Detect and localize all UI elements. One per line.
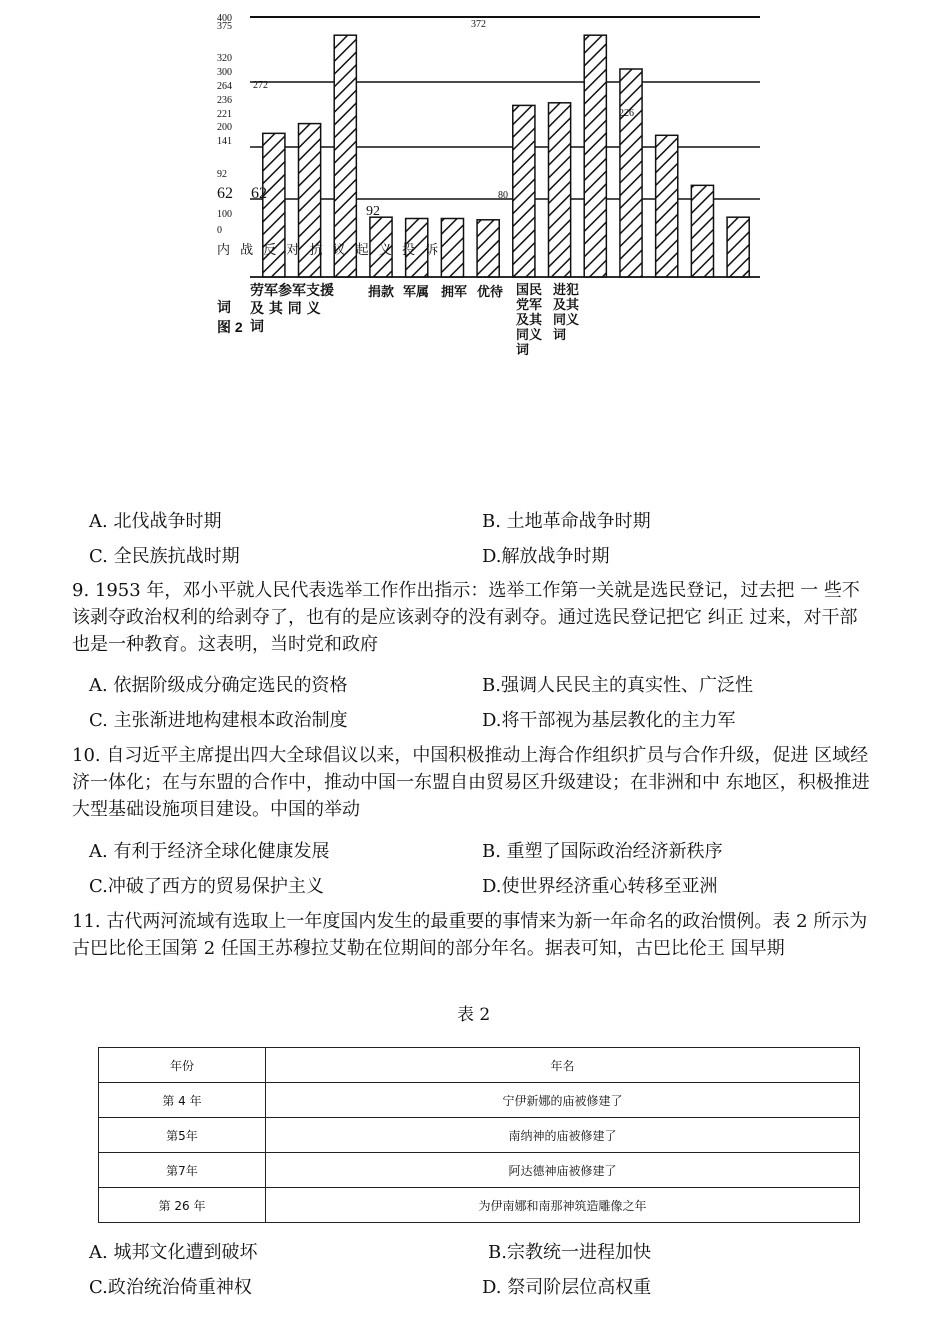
bar — [691, 185, 713, 277]
category-label: 优待 — [477, 285, 504, 300]
y-tick: 236 — [217, 95, 232, 106]
y-tick: 264 — [217, 81, 232, 92]
q10-option-b[interactable]: B. 重塑了国际政治经济新秩序 — [482, 841, 723, 862]
bar — [656, 135, 678, 277]
data-label: 226 — [619, 108, 634, 119]
q11-option-a[interactable]: A. 城邦文化遭到破坏 — [89, 1242, 258, 1263]
q8-option-c[interactable]: C. 全民族抗战时期 — [89, 546, 240, 567]
table-cell: 阿达德神庙被修建了 — [266, 1153, 860, 1188]
category-label: 拥军 — [441, 285, 468, 300]
category-label: 国民 党军 及其 同义 词 — [516, 283, 543, 358]
table-cell: 宁伊新娜的庙被修建了 — [266, 1083, 860, 1118]
category-label: 进犯 及其 同义 词 — [553, 283, 580, 343]
q10-option-c[interactable]: C.冲破了西方的贸易保护主义 — [89, 876, 324, 897]
figure-2-bar-chart — [0, 0, 950, 350]
y-tick: 320 — [217, 53, 232, 64]
bar — [584, 35, 606, 277]
q9-stem: 9. 1953 年，邓小平就人民代表选举工作作出指示：选举工作第一关就是选民登记，过去把 一 些不该剥夺政治权利的给剥夺了，也有的是应该剥夺的没有剥夺。通过选民登记把它 纠正 过来，对干部也是一种教育。这表明，当时党和政府 — [72, 580, 860, 655]
category-label: 捐款 — [368, 285, 395, 300]
table-cell: 为伊南娜和南那神筑造雕像之年 — [266, 1188, 860, 1223]
y-tick: 375 — [217, 21, 232, 32]
q8-option-b[interactable]: B. 土地革命战争时期 — [482, 511, 651, 532]
y-tick-large: 62 — [217, 185, 233, 202]
bar — [620, 69, 642, 277]
table-row — [99, 1153, 860, 1188]
data-label: 372 — [471, 19, 486, 30]
q11-stem: 11. 古代两河流域有选取上一年度国内发生的最重要的事情来为新一年命名的政治惯例。表 2 所示为古巴比伦王国第 2 任国王苏穆拉艾勒在位期间的部分年名。据表可知，古巴比伦王 国早期 — [72, 911, 868, 959]
category-label: 军属 — [403, 285, 430, 300]
y-tick: 0 — [217, 225, 222, 236]
data-label: 92 — [366, 204, 380, 219]
q9-option-b[interactable]: B.强调人民民主的真实性、广泛性 — [482, 675, 753, 696]
data-label: 80 — [498, 190, 508, 201]
table-cell: 第7年 — [99, 1153, 266, 1188]
axis-stub-label: 词 — [217, 300, 231, 316]
bar — [549, 103, 571, 277]
q11-option-c[interactable]: C.政治统治倚重神权 — [89, 1277, 252, 1298]
y-tick: 300 — [217, 67, 232, 78]
bar — [477, 220, 499, 277]
q11-option-d[interactable]: D. 祭司阶层位高权重 — [482, 1277, 652, 1298]
table-cell: 第 4 年 — [99, 1083, 266, 1118]
y-tick: 141 — [217, 136, 232, 147]
table-header: 年名 — [266, 1048, 860, 1083]
table-header: 年份 — [99, 1048, 266, 1083]
figure-caption: 图 2 — [217, 319, 243, 335]
table-cell: 第 26 年 — [99, 1188, 266, 1223]
q9-option-c[interactable]: C. 主张渐进地构建根本政治制度 — [89, 710, 348, 731]
table-row — [99, 1083, 860, 1118]
data-label: 272 — [253, 80, 268, 91]
y-tick: 100 — [217, 209, 232, 220]
table-header-row — [99, 1048, 860, 1083]
legend-row: 内 战 反 对 抗 议 起 义 投 诉 — [217, 243, 442, 258]
q9-option-a[interactable]: A. 依据阶级成分确定选民的资格 — [89, 675, 348, 696]
category-label: 劳军参军支援 及 其 同 义 词 — [250, 283, 334, 335]
bar — [441, 219, 463, 278]
table-cell: 第5年 — [99, 1118, 266, 1153]
table-row — [99, 1188, 860, 1223]
bar — [727, 217, 749, 277]
y-tick: 200 — [217, 122, 232, 133]
q10-option-a[interactable]: A. 有利于经济全球化健康发展 — [89, 841, 330, 862]
q11-option-b[interactable]: B.宗教统一进程加快 — [488, 1242, 651, 1263]
y-tick: 92 — [217, 169, 227, 180]
table-row — [99, 1118, 860, 1153]
table-2 — [98, 1047, 860, 1223]
q9-option-d[interactable]: D.将干部视为基层教化的主力军 — [482, 710, 736, 731]
y-tick: 221 — [217, 109, 232, 120]
y-tick: 400 — [217, 13, 232, 24]
y-tick-large: 62 — [251, 185, 267, 202]
table-2-title: 表 2 — [457, 1005, 491, 1025]
q10-option-d[interactable]: D.使世界经济重心转移至亚洲 — [482, 876, 718, 897]
q8-option-d[interactable]: D.解放战争时期 — [482, 546, 610, 567]
q10-stem: 10. 自习近平主席提出四大全球倡议以来，中国积极推动上海合作组织扩员与合作升级，促进 区域经济一体化；在与东盟的合作中，推动中国一东盟自由贸易区升级建设；在非洲和中 东地区，积极推进大型基础设施项目建设。中国的举动 — [72, 745, 870, 820]
table-cell: 南纳神的庙被修建了 — [266, 1118, 860, 1153]
bar — [513, 105, 535, 277]
q8-option-a[interactable]: A. 北伐战争时期 — [89, 511, 222, 532]
